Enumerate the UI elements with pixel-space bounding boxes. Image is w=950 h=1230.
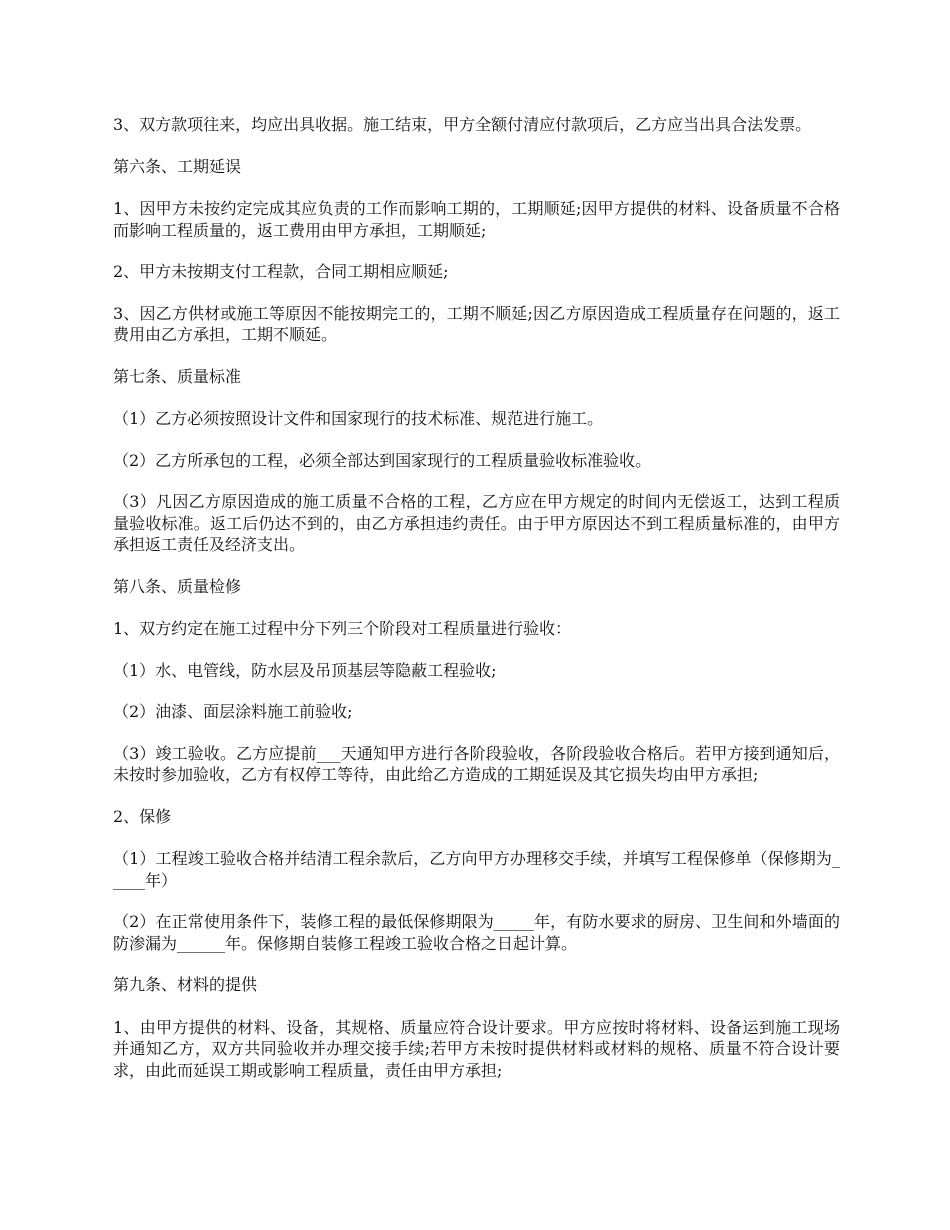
clause-paragraph: （2）乙方所承包的工程，必须全部达到国家现行的工程质量验收标准验收。 [113,450,652,470]
clause-paragraph: 3、因乙方供材或施工等原因不能按期完工的，工期不顺延;因乙方原因造成工程质量存在问题的，返工费用由乙方承担，工期不顺延。 [113,303,840,344]
clause-paragraph: 1、因甲方未按约定完成其应负责的工作而影响工期的，工期顺延;因甲方提供的材料、设备质量不合格而影响工程质量的，返工费用由甲方承担，工期顺延; [113,199,840,240]
clause-paragraph: （3）竣工验收。乙方应提前___天通知甲方进行各阶段验收，各阶段验收合格后。若甲方接到通知后，未按时参加验收，乙方有权停工等待，由此给乙方造成的工期延误及其它损失均由甲方承担; [113,743,840,784]
clause-paragraph: （3）凡因乙方原因造成的施工质量不合格的工程，乙方应在甲方规定的时间内无偿返工，达到工程质量验收标准。返工后仍达不到的，由乙方承担违约责任。由于甲方原因达不到工程质量标准的，由甲方承担返工责任及经济支出。 [113,492,840,554]
clause-paragraph: 2、甲方未按期支付工程款，合同工期相应顺延; [113,262,449,281]
section-heading: 2、保修 [113,806,172,826]
article-heading: 第七条、质量标准 [113,366,242,386]
article-heading: 第六条、工期延误 [113,156,242,176]
clause-paragraph: （1）水、电管线，防水层及吊顶基层等隐蔽工程验收; [113,660,497,680]
article-heading: 第九条、材料的提供 [113,975,258,994]
clause-paragraph: 1、由甲方提供的材料、设备，其规格、质量应符合设计要求。甲方应按时将材料、设备运到施工现场并通知乙方，双方共同验收并办理交接手续;若甲方未按时提供材料或材料的规格、质量不符合设计要求，由此而延误工期或影响工程质量，责任由甲方承担; [113,1017,840,1080]
clause-paragraph: 3、双方款项往来，均应出具收据。施工结束，甲方全额付清应付款项后，乙方应当出具合法发票。 [113,115,812,134]
clause-paragraph: 1、双方约定在施工过程中分下列三个阶段对工程质量进行验收： [113,619,572,638]
document-page [113,114,840,1101]
clause-paragraph: （1）乙方必须按照设计文件和国家现行的技术标准、规范进行施工。 [113,409,604,428]
clause-paragraph: （2）在正常使用条件下，装修工程的最低保修期限为_____年，有防水要求的厨房、卫生间和外墙面的防渗漏为______年。保修期自装修工程竣工验收合格之日起计算。 [113,912,840,953]
article-heading: 第八条、质量检修 [113,576,242,596]
clause-paragraph: （1）工程竣工验收合格并结清工程余款后，乙方向甲方办理移交手续，并填写工程保修单（保修期为_____年） [113,849,840,890]
clause-paragraph: （2）油漆、面层涂料施工前验收; [113,702,353,721]
